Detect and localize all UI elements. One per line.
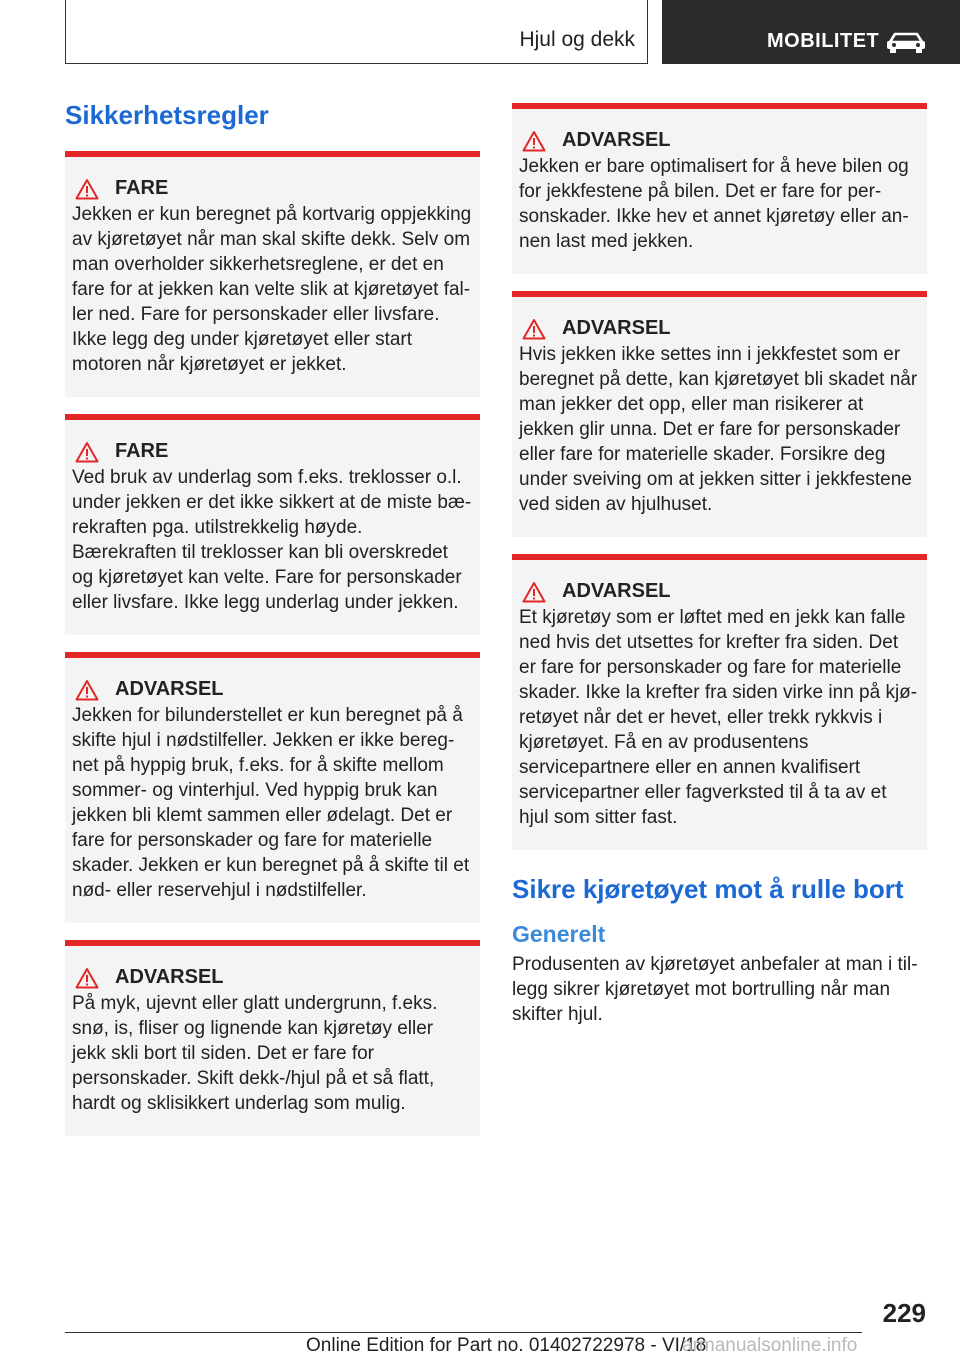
warning-label: ADVARSEL [562,317,671,339]
warning-header [519,129,919,152]
warning-text: Et kjøretøy som er løftet med en jekk kan falle ned hvis det utsettes for krefter fra siden. Det er fare for personskader og fare for materielle skader. Ikke la krefter fra siden virke inn på kjøretøyet når det er hevet, eller trekk rykkvis i kjøretøyet. Få en av produsentens servicepartnere eller en annen kvalifisert servicepartner eller fagverksted til å ta av et hjul som sitter fast. [519,607,918,828]
warning-text: Jekken er bare optimalisert for å heve bilen og for jekkfestene på bilen. Det er fare for personskader. Ikke hev et annet kjøretøy eller annen last med jekken. [519,156,909,252]
warning-triangle-icon [75,178,99,200]
warning-header [519,317,919,340]
warning-box [512,103,927,274]
warning-header [72,177,472,200]
warning-label: ADVARSEL [562,580,671,602]
body-paragraph: Produsenten av kjøretøyet anbefaler at man i tillegg sikrer kjøretøyet mot bortrulling når man skifter hjul. [512,954,918,1025]
car-front-icon [886,31,926,53]
warning-label: ADVARSEL [115,678,224,700]
warning-box [512,291,927,537]
warning-box [65,940,480,1136]
warning-label: FARE [115,177,169,199]
warning-text: Jekken for bilunderstellet er kun beregnet på å skifte hjul i nødstilfeller. Jekken er ikke beregnet på hyppig bruk, f.eks. for å skifte mellom sommer- og vinterhjul. Ved hyppig bruk kan jekken bli klemt sammen eller ødelagt. Det er fare for personskader og fare for materielle skader. Jekken er kun beregnet på å skifte til et nød- eller reservehjul i nødstilfeller. [72,705,470,901]
header-section-box [65,0,648,64]
watermark-text: armanualsonline.info [682,1335,858,1356]
section-title-safety-rules: Sikkerhetsregler [65,100,269,130]
warning-box [65,652,480,923]
warning-label: ADVARSEL [115,966,224,988]
warning-header [72,678,472,701]
warning-triangle-icon [522,130,546,152]
warning-box [65,151,480,397]
header-chapter-tab [662,0,960,64]
warning-triangle-icon [75,679,99,701]
warning-text: Hvis jekken ikke settes inn i jekkfestet som er beregnet på dette, kan kjøretøyet bli skadet når man jekker det opp, eller man risikerer at jekken glir unna. Det er fare for personskader eller fare for materielle skader. Forsikre deg under sveiving om at jekken sitter i jekkfestene ved siden av hjulhuset. [519,344,918,515]
warning-triangle-icon [75,967,99,989]
left-column [65,100,480,1153]
warning-header [519,580,919,603]
header-chapter-label: MOBILITET [767,30,880,52]
warning-triangle-icon [522,318,546,340]
page-number: 229 [882,1298,926,1328]
warning-label: FARE [115,440,169,462]
warning-text: Ved bruk av underlag som f.eks. treklosser o.l. under jekken er det ikke sikkert at de miste bærekraften pga. utilstrekkelig høyde. Bærekraften til treklosser kan bli overskredet og kjøretøyet kan velte. Fare for personskader eller livsfare. Ikke legg underlag under jekken. [72,467,472,613]
warning-triangle-icon [75,441,99,463]
right-column [512,103,927,1027]
warning-header [72,966,472,989]
footer-divider [65,1332,862,1333]
header-section-title: Hjul og dekk [519,28,635,51]
subsection-title-general: Generelt [512,921,606,947]
footer-edition-text: Online Edition for Part no. 01402722978 - VI/18 [306,1335,707,1356]
warning-triangle-icon [522,581,546,603]
warning-label: ADVARSEL [562,129,671,151]
warning-header [72,440,472,463]
section-title-secure-vehicle: Sikre kjøretøyet mot å rulle bort [512,874,904,904]
warning-box [65,414,480,635]
warning-box [512,554,927,850]
warning-text: Jekken er kun beregnet på kortvarig oppjekking av kjøretøyet når man skal skifte dekk. Selv om man overholder sikkerhetsreglene, er det en fare for at jekken kan velte slik at kjøretøyet faller ned. Fare for personskader eller livsfare. Ikke legg deg under kjøretøyet eller start motoren når kjøretøyet er jekket. [72,204,472,375]
warning-text: På myk, ujevnt eller glatt undergrunn, f.eks. snø, is, fliser og lignende kan kjøretøy eller jekk skli bort til siden. Det er fare for personskader. Skift dekk-/hjul på et så flatt, hardt og sklisikkert underlag som mulig. [72,993,438,1114]
